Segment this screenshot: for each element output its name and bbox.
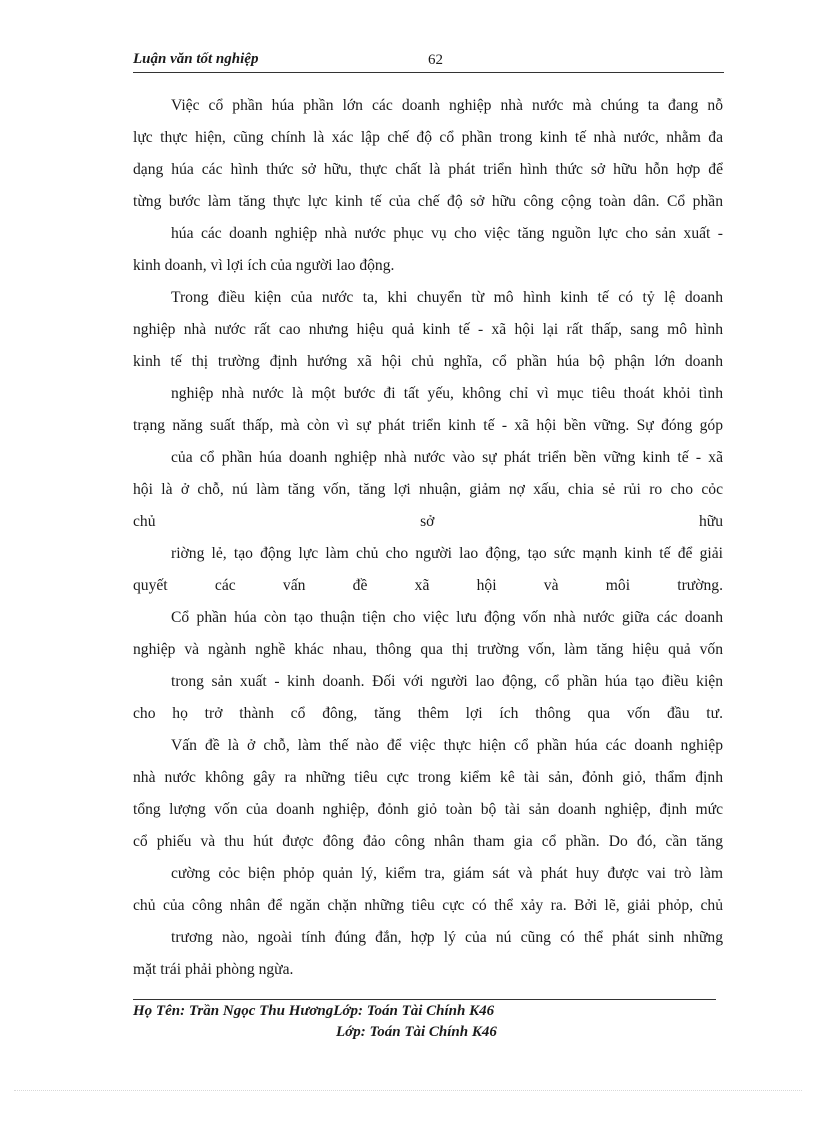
paragraph-line: cường cỏc biện phỏp quản lý, kiểm tra, giám sát và phát huy được vai trò làm — [171, 865, 723, 882]
paragraph-line: trạng năng suất thấp, mà còn vì sự phát triển kinh tế - xã hội bền vững. Sự đóng góp — [133, 417, 723, 434]
paragraph-line: chủ của công nhân để ngăn chặn những tiêu cực có thể xảy ra. Bởi lẽ, giải phỏp, chủ — [133, 897, 723, 914]
paragraph-line: kinh tế thị trường định hướng xã hội chủ nghĩa, cổ phần húa bộ phận lớn doanh — [133, 353, 723, 370]
paragraph-line: trong sản xuất - kinh doanh. Đối với người lao động, cổ phần húa tạo điều kiện — [171, 673, 723, 690]
page-number: 62 — [428, 52, 443, 68]
paragraph-line: kinh doanh, vì lợi ích của người lao động. — [133, 257, 395, 274]
footer-divider — [133, 999, 716, 1000]
footer-class: Lớp: Toán Tài Chính K46 — [336, 1024, 497, 1040]
paragraph-line: húa các doanh nghiệp nhà nước phục vụ cho việc tăng nguồn lực cho sản xuất - — [171, 225, 723, 242]
paragraph-line: Trong điều kiện của nước ta, khi chuyển từ mô hình kinh tế có tỷ lệ doanh — [171, 289, 723, 306]
paragraph-line: nghiệp nhà nước rất cao nhưng hiệu quả kinh tế - xã hội lại rất thấp, sang mô hình — [133, 321, 723, 338]
paragraph-line: nhà nước không gây ra những tiêu cực trong kiểm kê tài sản, đỏnh giỏ, thẩm định — [133, 769, 723, 786]
page-bottom-dotted-line — [14, 1090, 802, 1091]
paragraph-line: nghiệp nhà nước là một bước đi tất yếu, không chỉ vì mục tiêu thoát khỏi tình — [171, 385, 723, 402]
paragraph-line: quyết các vấn đề xã hội và môi trường. — [133, 577, 723, 594]
header-divider — [133, 72, 724, 73]
paragraph-line: dạng húa các hình thức sở hữu, thực chất là phát triển hình thức sở hữu hỗn hợp để — [133, 161, 723, 178]
paragraph-line: trương nào, ngoài tính đúng đắn, hợp lý của nú cũng có thể phát sinh những — [171, 929, 723, 946]
paragraph-line: cổ phiếu và thu hút được đông đảo công nhân tham gia cổ phần. Do đó, cần tăng — [133, 833, 723, 850]
paragraph-line: cho họ trở thành cổ đông, tăng thêm lợi ích thông qua vốn đầu tư. — [133, 705, 723, 722]
paragraph-line: riờng lẻ, tạo động lực làm chủ cho người lao động, tạo sức mạnh kinh tế để giải — [171, 545, 723, 562]
document-header-title: Luận văn tốt nghiệp — [133, 51, 259, 67]
footer-author: Họ Tên: Trần Ngọc Thu HươngLớp: Toán Tài Chính K46 — [133, 1003, 495, 1019]
paragraph-line: lực thực hiện, cũng chính là xác lập chế độ cổ phần trong kinh tế nhà nước, nhằm đa — [133, 129, 723, 146]
paragraph-line: mặt trái phải phòng ngừa. — [133, 961, 294, 978]
paragraph-line: hội là ở chỗ, nú làm tăng vốn, tăng lợi nhuận, giảm nợ xấu, chia sẻ rủi ro cho cỏc — [133, 481, 723, 498]
paragraph-line: Việc cổ phần húa phần lớn các doanh nghiệp nhà nước mà chúng ta đang nỗ — [171, 97, 723, 114]
paragraph-line: của cổ phần húa doanh nghiệp nhà nước vào sự phát triển bền vững kinh tế - xã — [171, 449, 723, 466]
paragraph-line: Vấn đề là ở chỗ, làm thế nào để việc thực hiện cổ phần húa các doanh nghiệp — [171, 737, 723, 754]
paragraph-line: tổng lượng vốn của doanh nghiệp, đỏnh giỏ toàn bộ tài sản doanh nghiệp, định mức — [133, 801, 723, 818]
paragraph-line: từng bước làm tăng thực lực kinh tế của chế độ sở hữu công cộng toàn dân. Cổ phần — [133, 193, 723, 210]
paragraph-line: chủ sở hữu — [133, 513, 723, 530]
paragraph-line: nghiệp và ngành nghề khác nhau, thông qua thị trường vốn, làm tăng hiệu quả vốn — [133, 641, 723, 658]
paragraph-line: Cổ phần húa còn tạo thuận tiện cho việc lưu động vốn nhà nước giữa các doanh — [171, 609, 723, 626]
